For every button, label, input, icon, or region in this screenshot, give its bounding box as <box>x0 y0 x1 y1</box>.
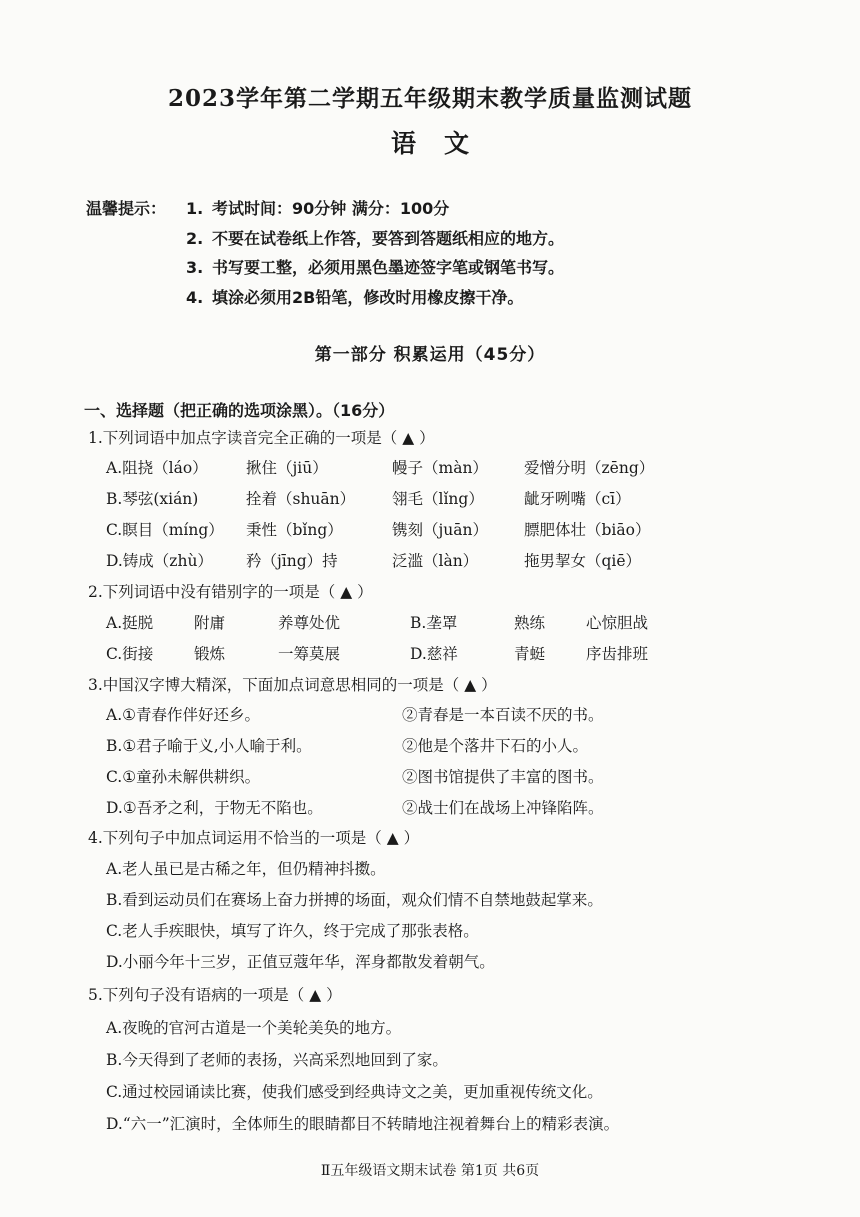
option-cell: 镌刻（juān） <box>392 521 489 539</box>
tip-number: 4. <box>186 288 204 307</box>
page-footer: Ⅱ五年级语文期末试卷 第1页 共6页 <box>320 1163 540 1179</box>
option-cell: 熟练 <box>514 614 546 632</box>
option-cell: D.慈祥 <box>410 645 458 663</box>
option-cell: 龇牙咧嘴（cī） <box>524 490 631 508</box>
option-cell: C.瞑目（míng） <box>106 521 224 539</box>
tip-number: 1. <box>186 199 204 218</box>
option-cell: 拖男挈女（qiē） <box>524 552 642 570</box>
option-cell: A.阻挠（láo） <box>106 459 208 477</box>
option-cell: D.铸成（zhù） <box>106 552 213 570</box>
option-line: C.通过校园诵读比赛，使我们感受到经典诗文之美，更加重视传统文化。 <box>106 1083 603 1101</box>
option-line: A.夜晚的官河古道是一个美轮美奂的地方。 <box>106 1019 402 1037</box>
option-cell: A.①青春作伴好还乡。 <box>106 706 261 724</box>
option-cell: 翎毛（lǐng） <box>392 490 484 508</box>
option-line: C.老人手疾眼快，填写了许久，终于完成了那张表格。 <box>106 922 479 940</box>
option-cell: ②图书馆提供了丰富的图书。 <box>402 768 604 786</box>
tip-number: 3. <box>186 258 204 277</box>
subject-title: 语文 <box>390 129 497 158</box>
option-line: D.“六一”汇演时，全体师生的眼睛都目不转睛地注视着舞台上的精彩表演。 <box>106 1115 620 1133</box>
option-line: D.小丽今年十三岁，正值豆蔻年华，浑身都散发着朝气。 <box>106 953 495 971</box>
question-stem: 5.下列句子没有语病的一项是（ ▲ ） <box>88 986 342 1004</box>
exam-title: 2023学年第二学期五年级期末教学质量监测试题 <box>167 85 692 112</box>
option-cell: 养尊处优 <box>278 614 341 632</box>
option-cell: 锻炼 <box>194 645 226 663</box>
option-cell: ②他是个落井下石的小人。 <box>402 737 589 755</box>
option-cell: 序齿排班 <box>586 645 649 663</box>
option-cell: 拴着（shuān） <box>246 490 356 508</box>
option-cell: B.琴弦(xián) <box>106 490 199 508</box>
option-cell: 矜（jīng）持 <box>246 552 338 570</box>
tip-text: 书写要工整，必须用黑色墨迹签字笔或钢笔书写。 <box>212 258 565 277</box>
option-cell: ②战士们在战场上冲锋陷阵。 <box>402 799 604 817</box>
option-line: A.老人虽已是古稀之年，但仍精神抖擞。 <box>106 860 386 878</box>
option-cell: B.垄罩 <box>410 614 458 632</box>
question-stem: 1.下列词语中加点字读音完全正确的一项是（ ▲ ） <box>88 429 435 447</box>
tip-text: 不要在试卷纸上作答，要答到答题纸相应的地方。 <box>212 229 565 248</box>
option-cell: C.①童孙未解供耕织。 <box>106 768 261 786</box>
question-stem: 3.中国汉字博大精深，下面加点词意思相同的一项是（ ▲ ） <box>88 676 497 694</box>
option-cell: 揪住（jiū） <box>246 459 328 477</box>
tip-item <box>186 226 564 249</box>
option-cell: C.街接 <box>106 645 154 663</box>
option-cell: 一筹莫展 <box>278 645 341 663</box>
option-cell: B.①君子喻于义,小人喻于利。 <box>106 737 312 755</box>
option-cell: 爱憎分明（zēng） <box>524 459 655 477</box>
option-cell: 秉性（bǐng） <box>246 521 343 539</box>
section-heading: 一、选择题（把正确的选项涂黑）。（16分） <box>84 401 395 420</box>
option-line: B.今天得到了老师的表扬，兴高采烈地回到了家。 <box>106 1051 448 1069</box>
option-cell: ②青春是一本百读不厌的书。 <box>402 706 604 724</box>
option-cell: A.挺脱 <box>106 614 154 632</box>
tip-item <box>186 285 523 308</box>
tip-item <box>186 196 449 219</box>
option-line: B.看到运动员们在赛场上奋力拼搏的场面，观众们情不自禁地鼓起掌来。 <box>106 891 603 909</box>
tip-item <box>186 255 564 278</box>
option-cell: 青蜓 <box>514 645 546 663</box>
tips-label: 温馨提示： <box>86 199 167 218</box>
option-cell: 心惊胆战 <box>586 614 649 632</box>
tip-text: 填涂必须用2B铅笔，修改时用橡皮擦干净。 <box>212 288 524 307</box>
part-heading: 第一部分 积累运用（45分） <box>314 345 546 365</box>
tip-number: 2. <box>186 229 204 248</box>
option-cell: D.①吾矛之利，于物无不陷也。 <box>106 799 323 817</box>
option-cell: 泛滥（làn） <box>392 552 479 570</box>
question-stem: 4.下列句子中加点词运用不恰当的一项是（ ▲ ） <box>88 829 420 847</box>
option-cell: 膘肥体壮（biāo） <box>524 521 651 539</box>
option-cell: 附庸 <box>194 614 226 632</box>
option-cell: 幔子（màn） <box>392 459 488 477</box>
tip-text: 考试时间：90分钟 满分：100分 <box>212 199 450 218</box>
question-stem: 2.下列词语中没有错别字的一项是（ ▲ ） <box>88 583 373 601</box>
